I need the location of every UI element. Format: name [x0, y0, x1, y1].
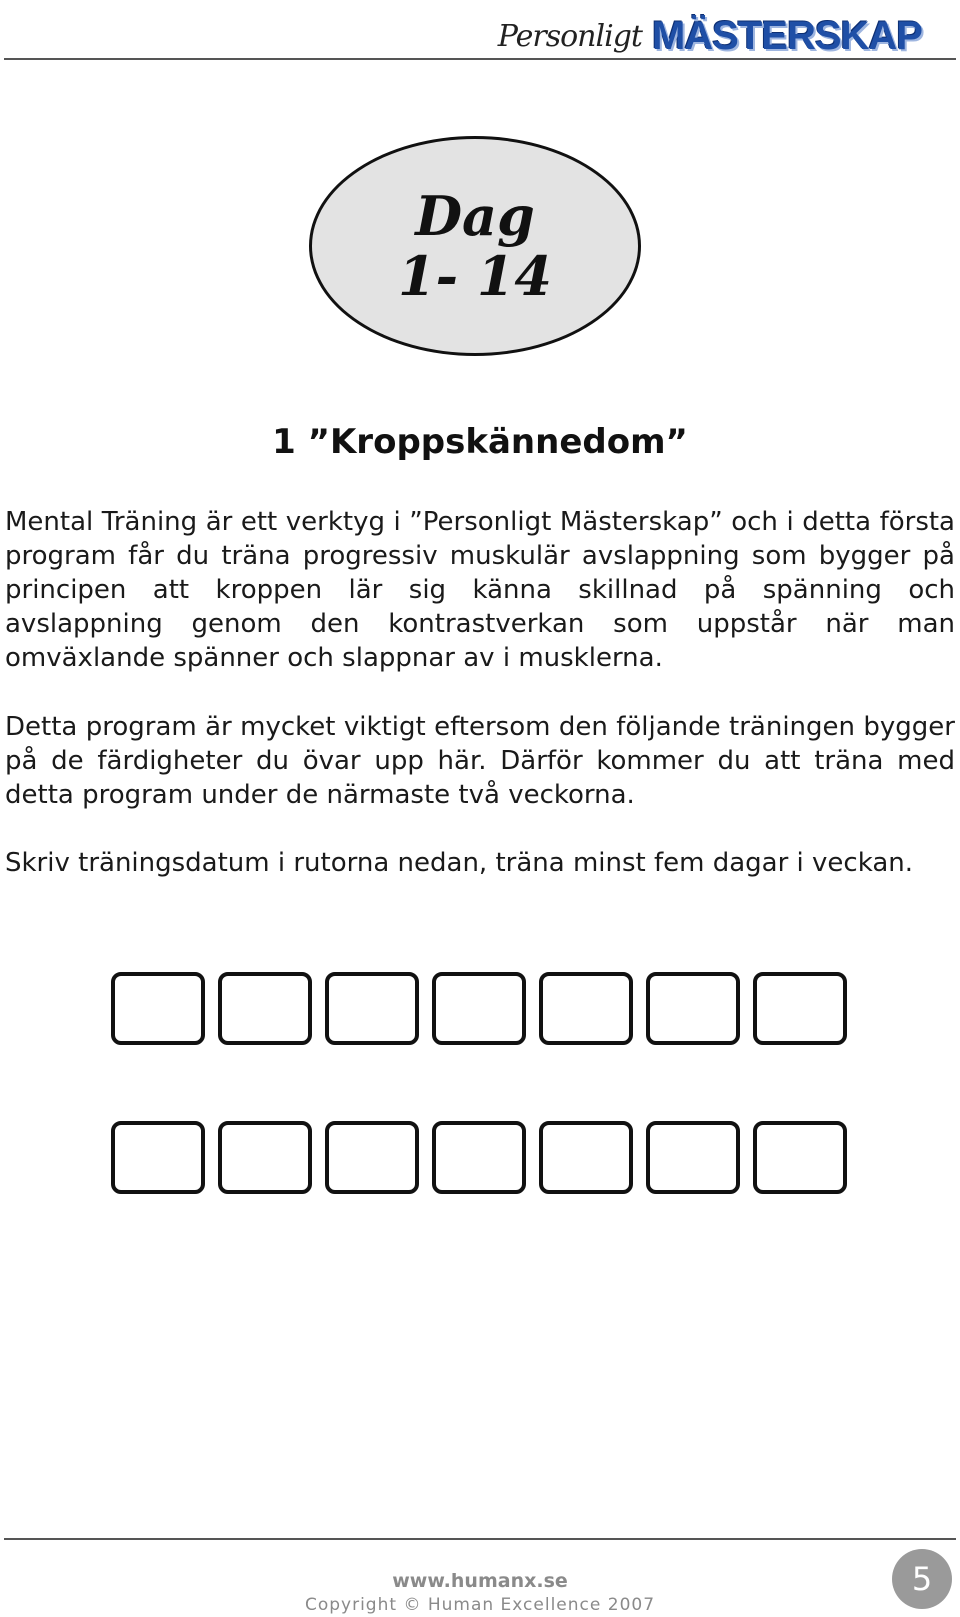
date-box-row-week-2	[111, 1121, 847, 1194]
date-entry-box[interactable]	[111, 1121, 205, 1194]
importance-paragraph: Detta program är mycket viktigt eftersom den följande träningen bygger på de färdigheter du övar upp här. Därför kommer du att träna med detta program under de närmaste två veckorna.	[5, 712, 955, 810]
date-entry-box[interactable]	[539, 1121, 633, 1194]
date-entry-box[interactable]	[218, 1121, 312, 1194]
date-entry-box[interactable]	[218, 972, 312, 1045]
footer-divider	[4, 1538, 956, 1540]
day-label: Dag	[415, 184, 535, 248]
day-range-badge	[309, 136, 641, 356]
logo-script-text: Personligt	[497, 19, 642, 54]
header-divider	[4, 58, 956, 60]
date-entry-box[interactable]	[111, 972, 205, 1045]
day-range: 1- 14	[398, 244, 552, 308]
footer-copyright: Copyright © Human Excellence 2007	[304, 1595, 656, 1615]
date-entry-box[interactable]	[325, 972, 419, 1045]
intro-paragraph: Mental Träning är ett verktyg i ”Personligt Mästerskap” och i detta första program får du träna progressiv muskulär avslappning som bygger på principen att kroppen lär sig känna skillnad på spänning och avslappning genom den kontrastverkan som uppstår när man omväxlande spänner och slappnar av i musklerna.	[5, 507, 955, 673]
date-entry-box[interactable]	[646, 1121, 740, 1194]
page-number-badge: 5	[892, 1549, 952, 1609]
footer-website: www.humanx.se	[392, 1570, 568, 1592]
instruction-paragraph: Skriv träningsdatum i rutorna nedan, träna minst fem dagar i veckan.	[5, 848, 913, 878]
logo-wordmark: MÄSTERSKAP	[651, 14, 922, 58]
date-entry-box[interactable]	[646, 972, 740, 1045]
date-entry-box[interactable]	[753, 972, 847, 1045]
date-entry-box[interactable]	[432, 972, 526, 1045]
date-entry-box[interactable]	[432, 1121, 526, 1194]
date-entry-box[interactable]	[539, 972, 633, 1045]
date-entry-box[interactable]	[753, 1121, 847, 1194]
date-entry-box[interactable]	[325, 1121, 419, 1194]
brand-logo	[498, 6, 922, 56]
date-box-row-week-1	[111, 972, 847, 1045]
section-title: 1 ”Kroppskännedom”	[272, 422, 688, 462]
